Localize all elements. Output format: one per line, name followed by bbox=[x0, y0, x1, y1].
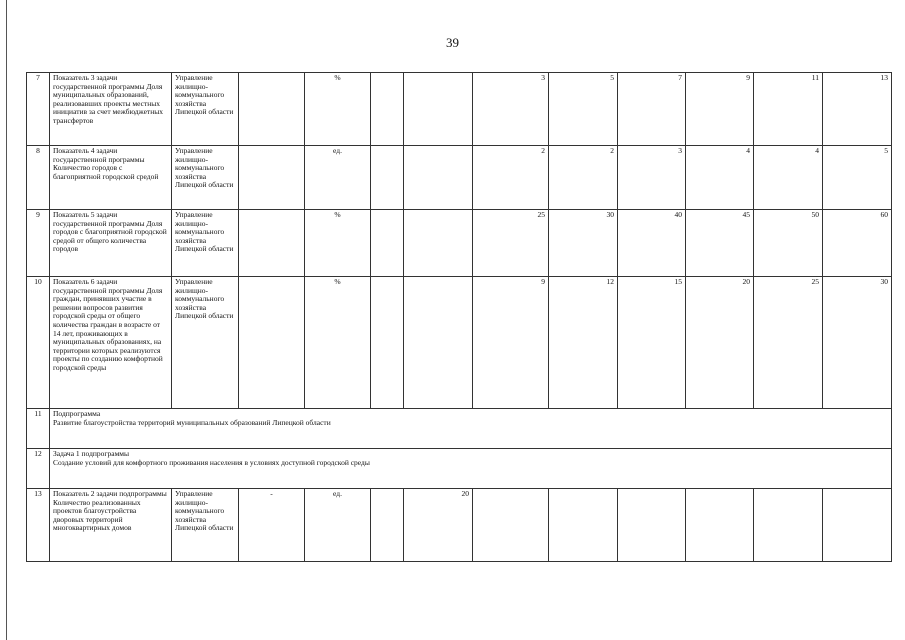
value-year-2: 12 bbox=[549, 277, 618, 409]
value-year-3 bbox=[618, 489, 686, 562]
base-value bbox=[371, 73, 404, 146]
subprogram-cell bbox=[50, 409, 892, 449]
responsible-org: Управление жилищно-коммунального хозяйства Липецкой области bbox=[172, 73, 239, 146]
value-year-2: 5 bbox=[549, 73, 618, 146]
value-year-4: 20 bbox=[686, 277, 754, 409]
value-year-5: 4 bbox=[754, 146, 823, 210]
base-value bbox=[371, 146, 404, 210]
value-year-3: 3 bbox=[618, 146, 686, 210]
subprogram-title: Подпрограмма bbox=[53, 409, 101, 418]
value-year-1 bbox=[473, 489, 549, 562]
value-year-3: 7 bbox=[618, 73, 686, 146]
unit: % bbox=[305, 277, 371, 409]
left-margin-line bbox=[6, 0, 7, 640]
value-year-4: 45 bbox=[686, 210, 754, 277]
cell-c3: - bbox=[239, 489, 305, 562]
value-year-1: 2 bbox=[473, 146, 549, 210]
row-number: 12 bbox=[27, 449, 50, 489]
base-value bbox=[371, 277, 404, 409]
table-row bbox=[27, 277, 892, 409]
value-year-4: 4 bbox=[686, 146, 754, 210]
responsible-org: Управление жилищно-коммунального хозяйства Липецкой области bbox=[172, 210, 239, 277]
value-year-4 bbox=[686, 489, 754, 562]
responsible-org: Управление жилищно-коммунального хозяйства Липецкой области bbox=[172, 489, 239, 562]
value-year-1: 3 bbox=[473, 73, 549, 146]
value-year-2: 30 bbox=[549, 210, 618, 277]
value-0: 20 bbox=[404, 489, 473, 562]
row-number: 9 bbox=[27, 210, 50, 277]
cell-c3 bbox=[239, 73, 305, 146]
value-0 bbox=[404, 277, 473, 409]
cell-c3 bbox=[239, 277, 305, 409]
value-year-6: 30 bbox=[823, 277, 892, 409]
value-0 bbox=[404, 146, 473, 210]
row-number: 13 bbox=[27, 489, 50, 562]
value-year-5: 50 bbox=[754, 210, 823, 277]
indicator-name: Показатель 6 задачи государственной программы Доля граждан, принявших участие в решении вопросов развития городской среды от общего количества граждан в возрасте от 14 лет, проживающих в муниципальных образованиях, на территории которых реализуются проекты по созданию комфортной городской среды bbox=[50, 277, 172, 409]
indicator-name: Показатель 5 задачи государственной программы Доля городов с благоприятной городской средой от общего количества городов bbox=[50, 210, 172, 277]
table-row bbox=[27, 489, 892, 562]
task-cell bbox=[50, 449, 892, 489]
value-year-5 bbox=[754, 489, 823, 562]
table-row bbox=[27, 146, 892, 210]
value-0 bbox=[404, 210, 473, 277]
unit: % bbox=[305, 73, 371, 146]
base-value bbox=[371, 210, 404, 277]
value-year-1: 25 bbox=[473, 210, 549, 277]
task-text: Создание условий для комфортного проживания населения в условиях доступной городской среды bbox=[53, 457, 370, 467]
row-number: 7 bbox=[27, 73, 50, 146]
table-row bbox=[27, 73, 892, 146]
task-row bbox=[27, 449, 892, 489]
subprogram-row bbox=[27, 409, 892, 449]
indicators-table bbox=[26, 72, 892, 562]
value-year-3: 15 bbox=[618, 277, 686, 409]
value-year-2: 2 bbox=[549, 146, 618, 210]
row-number: 10 bbox=[27, 277, 50, 409]
cell-c3 bbox=[239, 210, 305, 277]
indicator-name: Показатель 4 задачи государственной программы Количество городов с благоприятной городской средой bbox=[50, 146, 172, 210]
task-title: Задача 1 подпрограммы bbox=[53, 449, 130, 458]
value-year-1: 9 bbox=[473, 277, 549, 409]
base-value bbox=[371, 489, 404, 562]
row-number: 8 bbox=[27, 146, 50, 210]
value-year-6: 60 bbox=[823, 210, 892, 277]
unit: % bbox=[305, 210, 371, 277]
value-0 bbox=[404, 73, 473, 146]
unit: ед. bbox=[305, 489, 371, 562]
unit: ед. bbox=[305, 146, 371, 210]
table-row bbox=[27, 210, 892, 277]
value-year-6 bbox=[823, 489, 892, 562]
value-year-3: 40 bbox=[618, 210, 686, 277]
responsible-org: Управление жилищно-коммунального хозяйства Липецкой области bbox=[172, 146, 239, 210]
cell-c3 bbox=[239, 146, 305, 210]
indicator-name: Показатель 2 задачи подпрограммы Количество реализованных проектов благоустройства дворовых территорий многоквартирных домов bbox=[50, 489, 172, 562]
value-year-6: 5 bbox=[823, 146, 892, 210]
subprogram-text: Развитие благоустройства территорий муниципальных образований Липецкой области bbox=[53, 417, 331, 427]
indicator-name: Показатель 3 задачи государственной программы Доля муниципальных образований, реализовавших проекты местных инициатив за счет межбюджетных трансфертов bbox=[50, 73, 172, 146]
row-number: 11 bbox=[27, 409, 50, 449]
responsible-org: Управление жилищно-коммунального хозяйства Липецкой области bbox=[172, 277, 239, 409]
value-year-5: 11 bbox=[754, 73, 823, 146]
value-year-4: 9 bbox=[686, 73, 754, 146]
value-year-2 bbox=[549, 489, 618, 562]
value-year-6: 13 bbox=[823, 73, 892, 146]
value-year-5: 25 bbox=[754, 277, 823, 409]
page-number: 39 bbox=[446, 35, 459, 50]
